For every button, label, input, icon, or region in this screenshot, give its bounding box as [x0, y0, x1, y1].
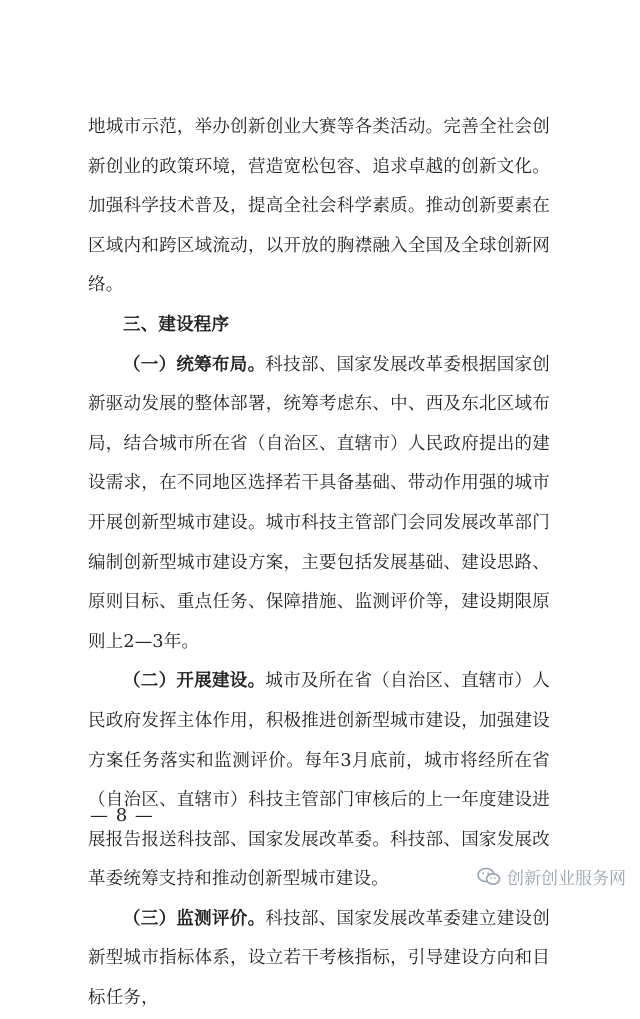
paragraph-layout: [88, 346, 550, 663]
watermark: [477, 864, 626, 889]
watermark-text: 创新创业服务网: [507, 869, 626, 889]
paragraph-layout-body: 科技部、国家发展改革委根据国家创新驱动发展的整体部署，统筹考虑东、中、西及东北区域布局，结合城市所在省（自治区、直辖市）人民政府提出的建设需求，在不同地区选择若干具备基础、带动作用强的城市开展创新型城市建设。城市科技主管部门会同发展改革部门编制创新型城市建设方案，主要包括发展基础、建设思路、原则目标、重点任务、保障措施、监测评价等，建设期限原则上2—3年。: [88, 354, 551, 652]
paragraph-intro: 地城市示范，举办创新创业大赛等各类活动。完善全社会创新创业的政策环境，营造宽松包容、追求卓越的创新文化。加强科学技术普及，提高全社会科学素质。推动创新要素在区域内和跨区域流动，以开放的胸襟融入全国及全球创新网络。: [88, 117, 550, 296]
paragraph-monitoring-lead: （三）监测评价。: [123, 908, 266, 929]
paragraph-layout-lead: （一）统筹布局。: [123, 354, 266, 375]
paragraph-construction-body: 城市及所在省（自治区、直辖市）人民政府发挥主体作用，积极推进创新型城市建设，加强建设方案任务落实和监测评价。每年3月底前，城市将经所在省（自治区、直辖市）科技主管部门审核后的上一年度建设进展报告报送科技部、国家发展改革委。科技部、国家发展改革委统筹支持和推动创新型城市建设。: [88, 671, 551, 890]
paragraph-construction-lead: （二）开展建设。: [123, 671, 266, 692]
paragraph-monitoring-body: 科技部、国家发展改革委建立建设创新型城市指标体系，设立若干考核指标，引导建设方向和目标任务，: [88, 908, 551, 1009]
paragraph-monitoring: [88, 900, 550, 1019]
wechat-icon: [477, 867, 501, 887]
page-number: — 8 —: [90, 805, 154, 826]
section-heading: 三、建设程序: [123, 314, 230, 335]
